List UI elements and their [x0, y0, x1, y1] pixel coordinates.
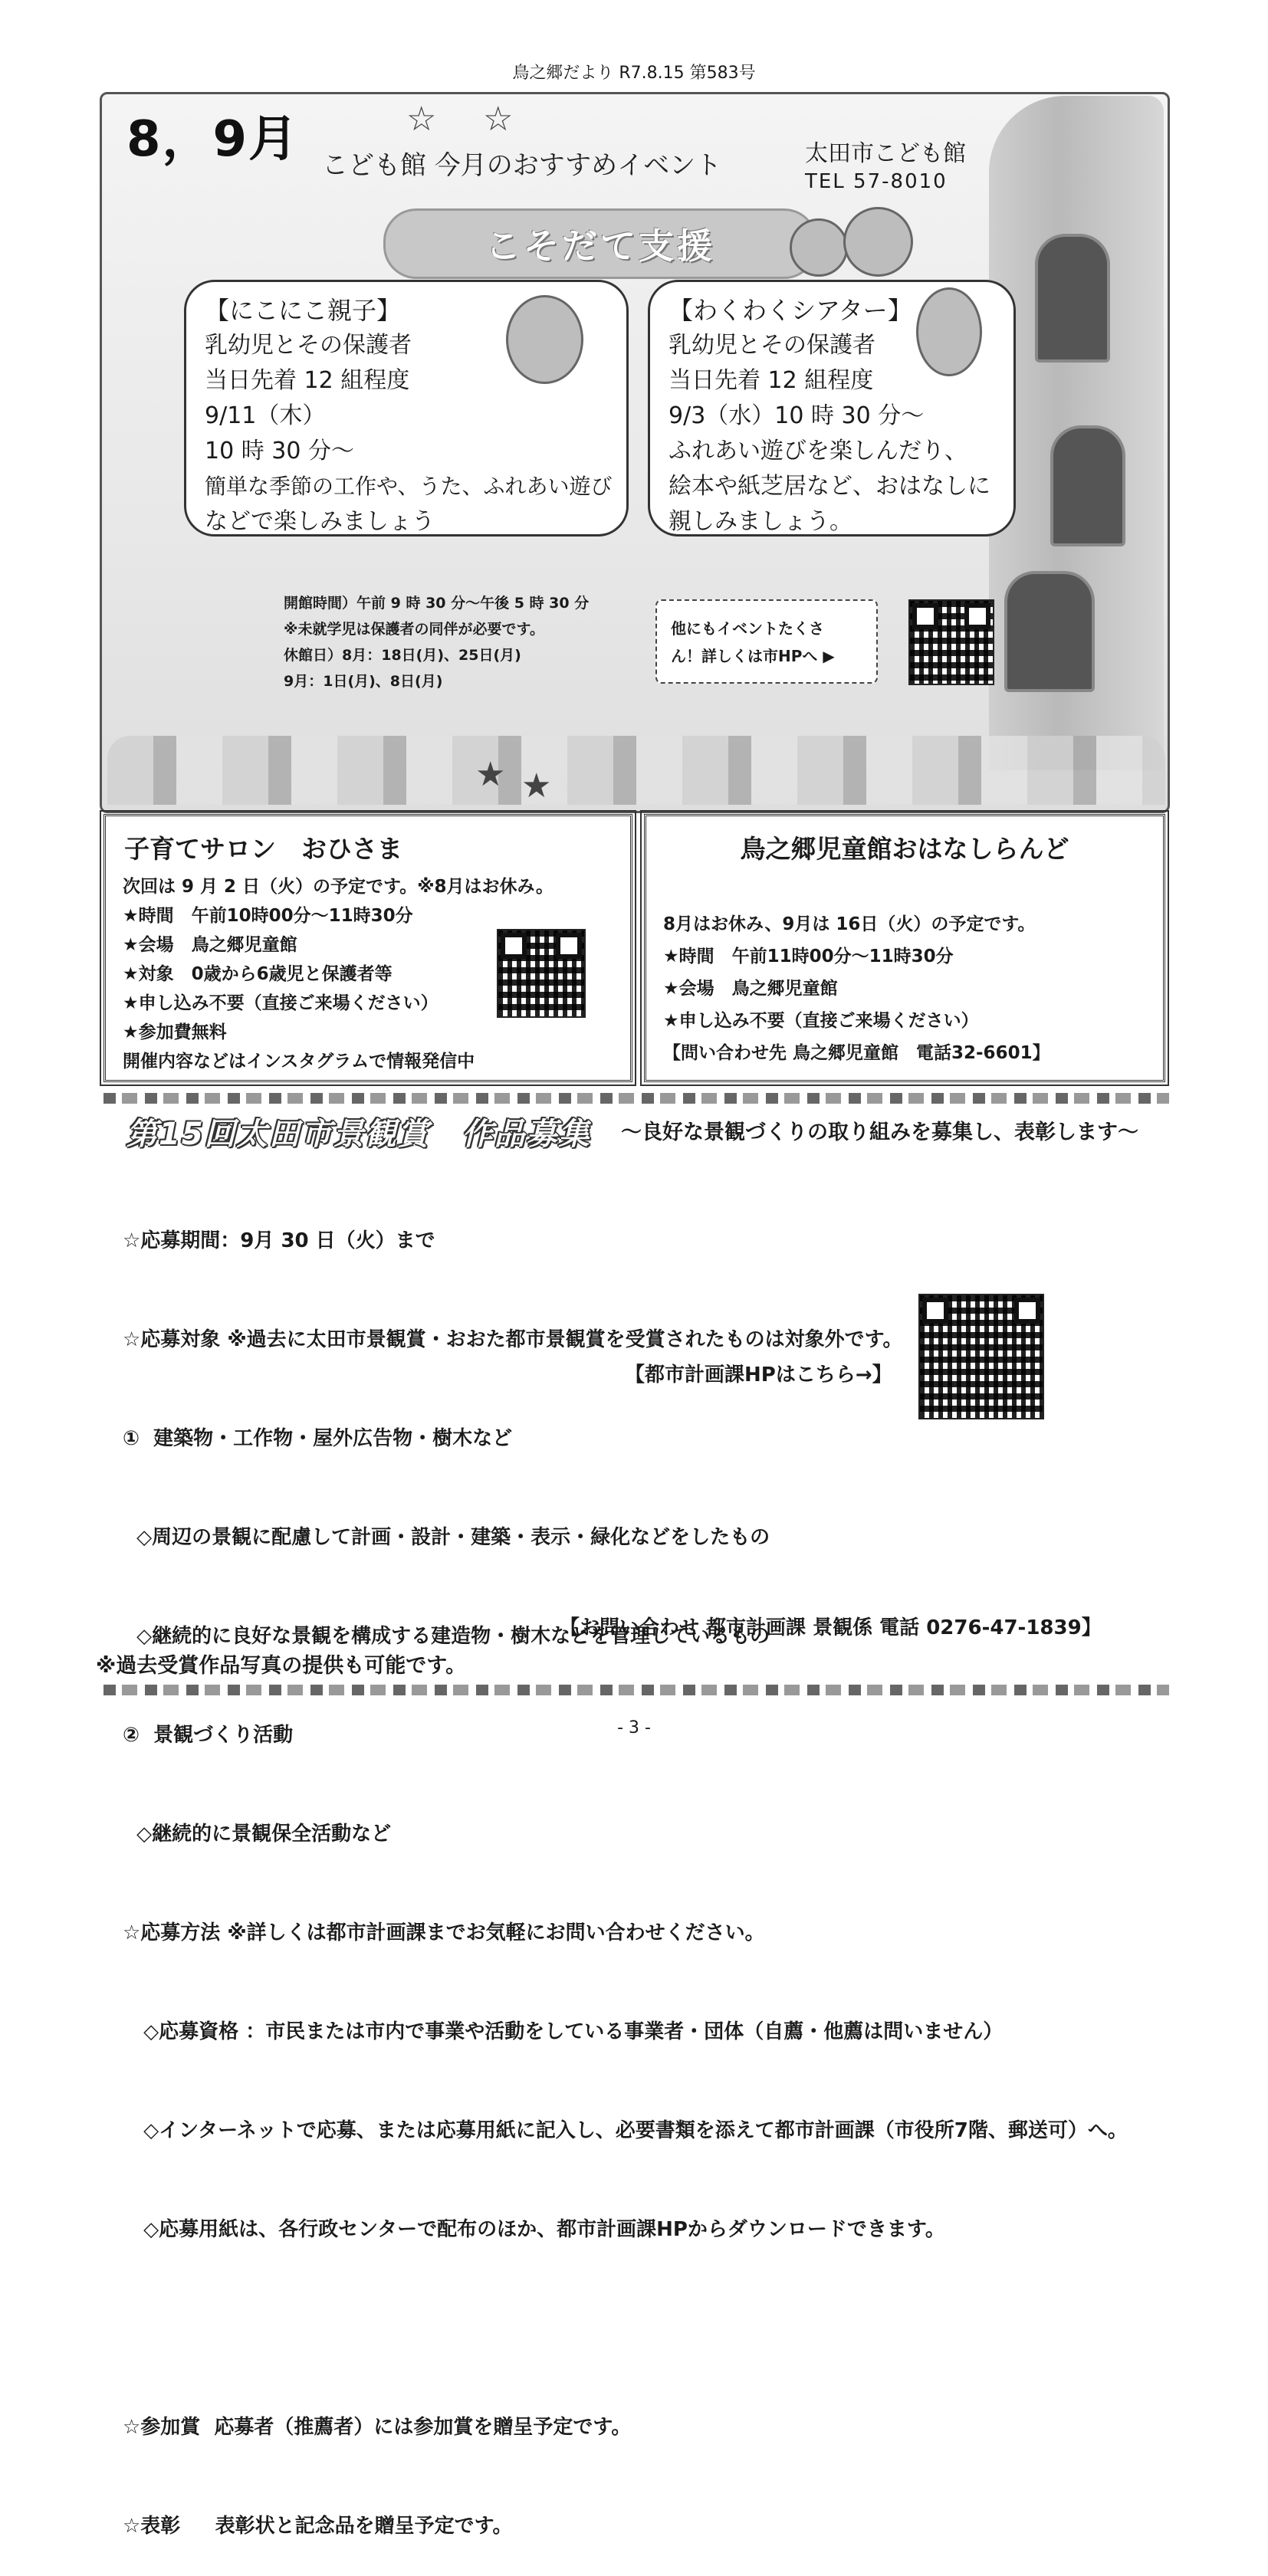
more-events-link[interactable] [655, 599, 878, 684]
award-target: ☆応募対象 ※過去に太田市景観賞・おおた都市景観賞を受賞されたものは対象外です。 [123, 1328, 903, 1351]
star-icon: ★ [475, 755, 506, 794]
event-time: 10 時 30 分～ [205, 438, 354, 464]
award-category-1: ① 建築物・工作物・屋外広告物・樹木など [123, 1427, 513, 1450]
pig-character-illustration [790, 218, 848, 277]
salon-registration: ★申し込み不要（直接ご来場ください） [123, 993, 439, 1013]
org-tel: TEL 57-8010 [805, 170, 948, 193]
page-number: - 3 - [617, 1718, 651, 1738]
event-date-time: 9/3（水）10 時 30 分～ [668, 402, 925, 429]
ohanashi-details [663, 908, 1050, 1069]
ohanashi-registration: ★申し込み不要（直接ご来場ください） [663, 1011, 979, 1031]
salon-details [123, 872, 554, 1076]
opening-hours: 開館時間）午前 9 時 30 分～午後 5 時 30 分 [284, 595, 590, 612]
event-title: 【にこにこ親子】 [205, 296, 402, 325]
star-icon: ☆ [406, 100, 437, 139]
closed-days-aug: 休館日）8月：18日(月)、25日(月) [284, 647, 521, 664]
city-planning-hp-link[interactable]: 【都市計画課HPはこちら→】 [625, 1363, 892, 1386]
award-method: ☆応募方法 ※詳しくは都市計画課までお気軽にお問い合わせください。 [123, 1921, 765, 1944]
salon-time: ★時間 午前10時00分～11時30分 [123, 906, 413, 926]
ohanashi-contact: 【問い合わせ先 鳥之郷児童館 電話32-6601】 [663, 1043, 1050, 1063]
salon-fee: ★参加費無料 [123, 1022, 227, 1042]
award-category-2: ② 景観づくり活動 [123, 1724, 294, 1747]
award-form-note: ◇応募用紙は、各行政センターで配布のほか、都市計画課HPからダウンロードできます。 [123, 2218, 945, 2241]
award-apply-how: ◇インターネットで応募、または応募用紙に記入し、必要書類を添えて都市計画課（市役所7階、郵送可）へ。 [123, 2119, 1128, 2142]
event-months: 8，9月 [126, 111, 300, 168]
award-subtitle: ～良好な景観づくりの取り組みを募集し、表彰します～ [621, 1121, 1138, 1144]
more-events-text: 他にもイベントたくさ [671, 619, 824, 638]
event-line: 乳幼児とその保護者 [205, 332, 412, 359]
ohanashi-date: 8月はお休み、9月は 16日（火）の予定です。 [663, 914, 1036, 934]
event-line: などで楽しみましょう [205, 508, 435, 535]
event-line: 当日先着 12 組程度 [205, 367, 410, 394]
qr-code-icon[interactable] [918, 1294, 1044, 1419]
star-icon: ☆ [483, 100, 514, 139]
event-line: ふれあい遊びを楽しんだり、 [668, 438, 967, 464]
award-period: ☆応募期間：9月 30 日（火）まで [123, 1229, 435, 1252]
event-line: 絵本や紙芝居など、おはなしに [668, 473, 990, 500]
qr-code-icon[interactable] [908, 599, 994, 685]
salon-instagram-note: 開催内容などはインスタグラムで情報発信中 [123, 1052, 475, 1071]
past-works-note: ※過去受賞作品写真の提供も可能です。 [96, 1654, 467, 1678]
event-date: 9/11（木） [205, 402, 326, 429]
picture-book-illustration [107, 736, 1165, 805]
ohanashi-venue: ★会場 鳥之郷児童館 [663, 979, 838, 999]
ohanashi-time: ★時間 午前11時00分～11時30分 [663, 947, 954, 966]
event-line: 当日先着 12 組程度 [668, 367, 874, 394]
award-contact: 【お問い合わせ 都市計画課 景観係 電話 0276-47-1839】 [560, 1616, 1102, 1639]
ohanashi-title: 鳥之郷児童館おはなしらんど [740, 834, 1069, 864]
closed-days-sep: 9月：1日(月)、8日(月) [284, 673, 443, 690]
salon-target: ★対象 0歳から6歳児と保護者等 [123, 964, 393, 984]
dashed-divider [103, 1685, 1169, 1695]
salon-title: 子育てサロン おひさま [124, 834, 402, 864]
salon-venue: ★会場 鳥之郷児童館 [123, 935, 297, 955]
dashed-divider [103, 1093, 1169, 1104]
award-category-1-item: ◇継続的に良好な景観を構成する建造物・樹木などを管理しているもの [123, 1625, 770, 1648]
guardian-note: ※未就学児は保護者の同伴が必要です。 [284, 621, 544, 638]
event-headline: こども館 今月のおすすめイベント [322, 150, 722, 181]
award-title: 第15回太田市景観賞 作品募集 [126, 1117, 591, 1152]
pig-character-illustration [843, 207, 913, 277]
award-eligibility: ◇応募資格 ：市民または市内で事業や活動をしている事業者・団体（自薦・他薦は問いません） [123, 2020, 1004, 2043]
star-icon: ★ [521, 766, 552, 806]
event-line: 親しみましょう。 [668, 508, 852, 535]
child-crafting-illustration [506, 295, 583, 384]
event-title: 【わくわくシアター】 [668, 296, 912, 325]
qr-code-icon[interactable] [497, 929, 586, 1018]
more-events-text: ん！詳しくは市HPへ ▶ [671, 647, 835, 665]
mother-child-illustration [916, 287, 982, 376]
blank-line [123, 2312, 1128, 2345]
event-line: 簡単な季節の工作や、うた、ふれあい遊び [205, 474, 613, 499]
kosodate-banner: こそだて支援 [383, 208, 817, 279]
award-commendation: ☆表彰 表彰状と記念品を贈呈予定です。 [123, 2515, 513, 2538]
event-line: 乳幼児とその保護者 [668, 332, 875, 359]
opening-hours-notes [284, 590, 589, 694]
award-category-2-item: ◇継続的に景観保全活動など [123, 1823, 392, 1846]
newsletter-header: 鳥之郷だより R7.8.15 第583号 [512, 64, 756, 83]
org-name: 太田市こども館 [805, 140, 966, 167]
award-category-1-item: ◇周辺の景観に配慮して計画・設計・建築・表示・緑化などをしたもの [123, 1526, 770, 1549]
award-participation-prize: ☆参加賞 応募者（推薦者）には参加賞を贈呈予定です。 [123, 2416, 632, 2439]
salon-next-date: 次回は 9 月 2 日（火）の予定です。※8月はお休み。 [123, 877, 554, 897]
